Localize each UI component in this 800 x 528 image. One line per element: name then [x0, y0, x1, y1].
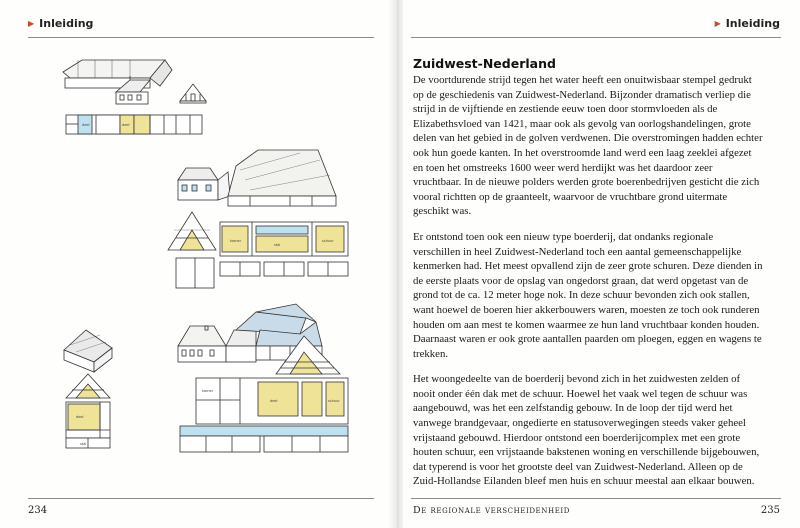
plan-label: schuur — [322, 239, 334, 243]
left-page-number: 234 — [28, 505, 48, 516]
article-body — [413, 56, 763, 500]
article-paragraph-1: De voortdurende strijd tegen het water heeft een onuitwisbaar stempel gedrukt op de geschiedenis van Zuidwest-Nederland. Bijzonder dramatisch verliep die strijd in de vijftiende en zestiende eeuw toen door stormvloeden als de Elizabethsvloed van 1421, maar ook als gevolg van oorlogshandelingen, grote delen van het gebied in de golven verdwenen. Die overstromingen hadden echter ook hun goede kanten. In het overstroomde land werd een laag zeeklei afgezet en toen het omstreeks 1600 weer werd herdijkt was het daardoor zeer vruchtbaar. In de nieuwe polders werden grote boerenbedrijven gesticht die zich vooral richtten op de graanteelt, waarvoor de vruchtbare grond uitermate geschikt was. — [413, 74, 763, 218]
farmhouse-illustrations — [0, 0, 393, 528]
plan-label: deel — [122, 123, 130, 127]
farm-drawing-3 — [64, 330, 112, 448]
right-running-head-text: Inleiding — [725, 17, 780, 30]
article-paragraph-2: Er ontstond toen ook een nieuw type boerderij, dat ondanks regionale verschillen in heel Zuidwest-Nederland toch een aantal gemeenschappelijke kenmerken had. Het meest opvallend zijn de zeer grote schuren. Deze dienden in de eerste plaats voor de opslag van ongedorst graan, dat werd opgetast van de grond tot de ca. 12 meter hoge nok. In deze schuur bevonden zich ook stallen, want hoewel de boeren hier akkerbouwers waren, moesten ze toch ook runderen houden om aan mest te komen waarmee ze hun land vruchtbaar konden houden. Daarnaast waren er ook grote aantallen paarden om ploegen, eggen en wagens te trekken. — [413, 230, 763, 360]
left-page — [0, 0, 393, 528]
right-running-head — [715, 17, 780, 30]
right-footer-title: De regionale verscheidenheid — [413, 505, 570, 516]
farm-drawing-4 — [178, 304, 348, 452]
plan-label: kamer — [230, 239, 242, 243]
left-footer-rule — [28, 498, 374, 499]
plan-label: kamer — [202, 389, 214, 393]
plan-label: deel — [270, 399, 278, 403]
right-header-rule — [411, 37, 781, 38]
farm-drawing-2 — [168, 150, 348, 288]
section-arrow-icon: ▶ — [28, 19, 35, 28]
plan-label: deel — [82, 123, 90, 127]
section-arrow-icon: ▶ — [714, 19, 721, 28]
plan-label: stal — [80, 442, 87, 446]
article-paragraph-3: Het woongedeelte van de boerderij bevond zich in het zuidwesten zelden of nooit onder één dak met de schuur. Hoewel het vaak wel tegen de schuur was aangebouwd, was het een zelfstandig gebouw. In de loop der tijd werd het vanwege brandgevaar, ongedierte en statusoverwegingen steeds vaker geheel vrijstaand gebouwd. Hierdoor ontstond een boerderijcomplex met een grote houten schuur, een vrijstaande bakstenen woning en verschillende bijgebouwen, dat typerend is voor het grootste deel van Zuidwest-Nederland. Alleen op de Zuid-Hollandse Eilanden bleef men huis en schuur meestal aan elkaar bouwen. — [413, 373, 760, 488]
right-page-number: 235 — [760, 505, 780, 516]
article-heading: Zuidwest-Nederland — [413, 56, 556, 71]
plan-label: schuur — [328, 399, 340, 403]
plan-label: stal — [274, 243, 281, 247]
plan-label: deel — [76, 415, 84, 419]
left-running-head-text: Inleiding — [39, 17, 94, 30]
